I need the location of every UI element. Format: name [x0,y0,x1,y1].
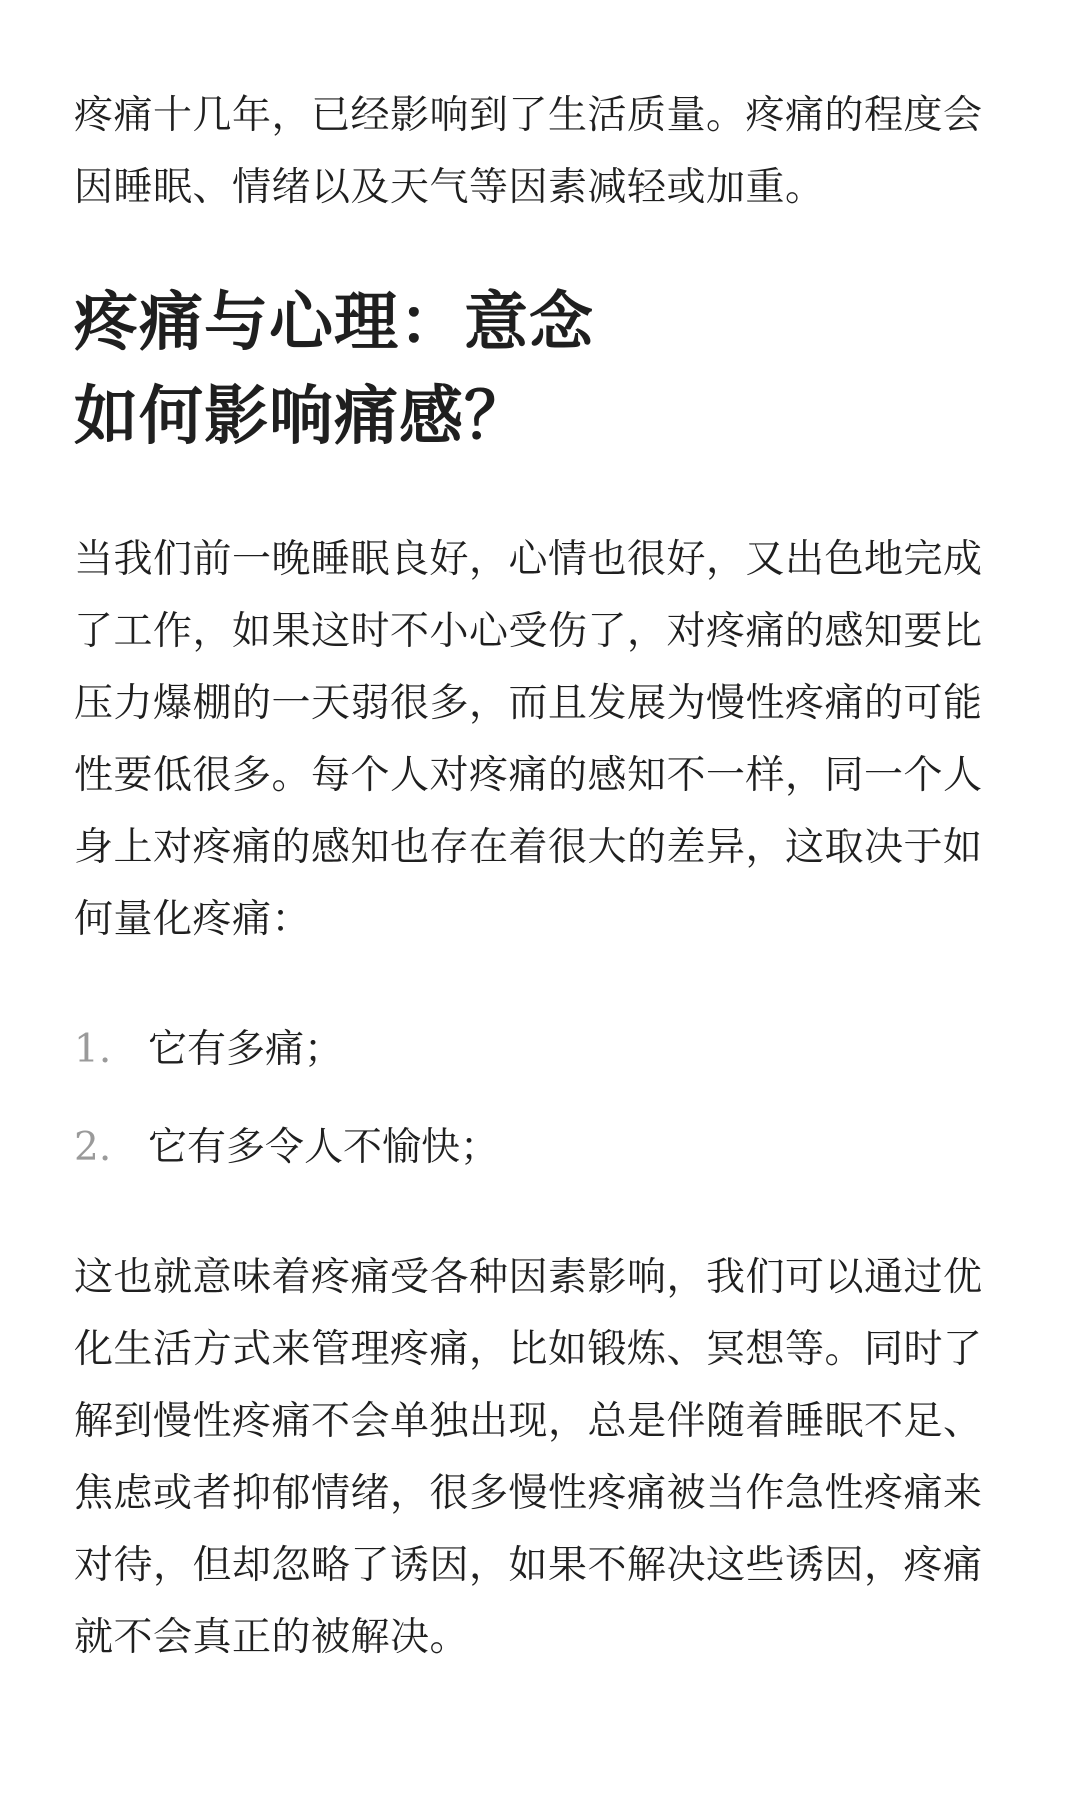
list-text: 它有多令人不愉快； [148,1125,500,1170]
body-paragraph-2: 这也就意味着疼痛受各种因素影响，我们可以通过优化生活方式来管理疼痛，比如锻炼、冥想等。同时了解到慢性疼痛不会单独出现，总是伴随着睡眠不足、焦虑或者抑郁情绪，很多慢性疼痛被当作急性疼痛来对待，但却忽略了诱因，如果不解决这些诱因，疼痛就不会真正的被解决。 [74,1255,983,1660]
list-text: 它有多痛； [148,1027,344,1072]
list-number: 2. [74,1125,112,1170]
list-item [74,1014,1006,1086]
list-number: 1. [74,1027,112,1072]
intro-paragraph: 疼痛十几年，已经影响到了生活质量。疼痛的程度会因睡眠、情绪以及天气等因素减轻或加重。 [74,93,983,210]
list-item [74,1112,1006,1184]
pain-measure-list [74,1014,1006,1184]
article-body [74,80,1006,1674]
section-heading: 疼痛与心理：意念 如何影响痛感？ [74,285,594,454]
body-paragraph-1: 当我们前一晚睡眠良好，心情也很好，又出色地完成了工作，如果这时不小心受伤了，对疼痛的感知要比压力爆棚的一天弱很多，而且发展为慢性疼痛的可能性要低很多。每个人对疼痛的感知不一样，同一个人身上对疼痛的感知也存在着很大的差异，这取决于如何量化疼痛： [74,537,983,942]
